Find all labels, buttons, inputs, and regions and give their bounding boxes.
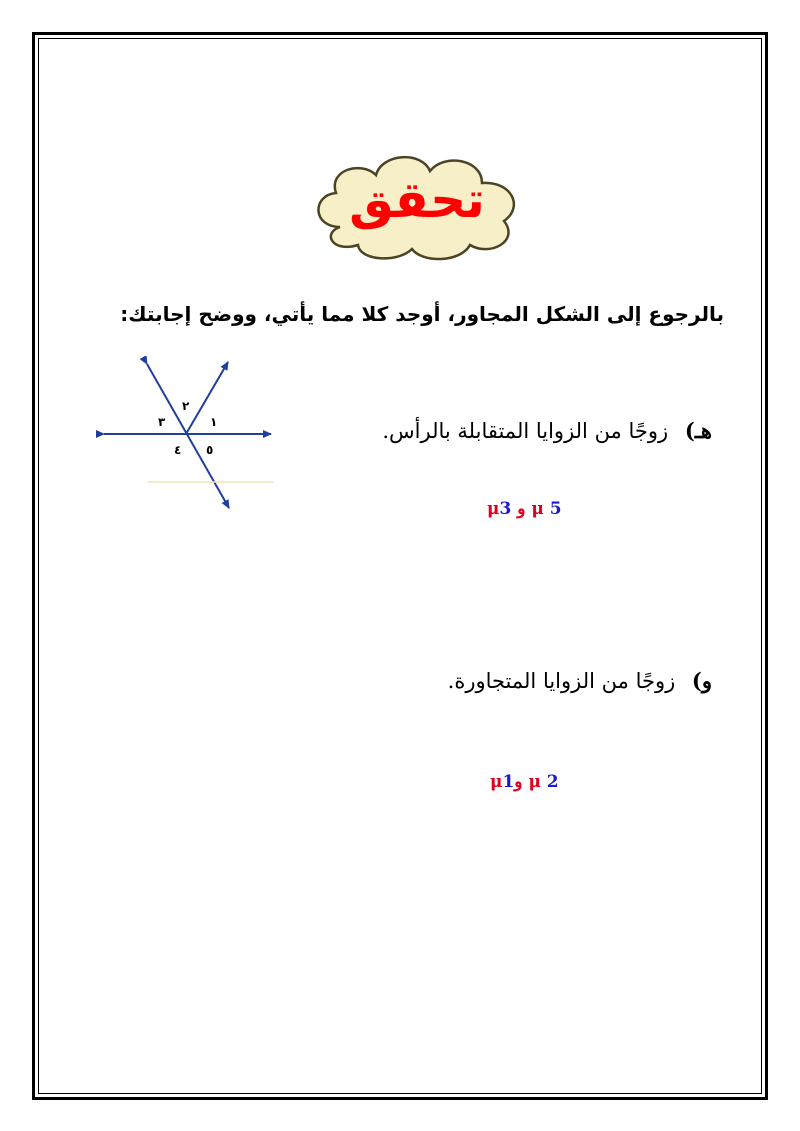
angle-figure [96, 356, 281, 516]
question-w-text: زوجًا من الزوايا المتجاورة. [447, 669, 676, 693]
measure-symbol: μ [528, 772, 541, 792]
measure-symbol: μ [531, 499, 544, 519]
question-w-letter: و) [691, 668, 712, 693]
question-h-text: زوجًا من الزوايا المتقابلة بالرأس. [382, 419, 669, 443]
answer-h-conj: و [511, 499, 532, 519]
angle-label-3: ٣ [158, 415, 166, 429]
angle-label-2: ٢ [182, 399, 190, 413]
measure-symbol: μ [487, 499, 500, 519]
question-h-letter: هـ) [684, 418, 712, 443]
answer-h-num-b: 5 [543, 499, 562, 519]
answer-h [487, 499, 562, 519]
answer-w-num-b: 2 [540, 772, 559, 792]
right-slant-line [186, 362, 228, 434]
angle-label-4: ٤ [174, 443, 182, 457]
answer-w [490, 772, 559, 792]
page-title: تحقق [349, 171, 485, 229]
answer-w-conj: و [514, 772, 529, 792]
answer-h-num-a: 3 [499, 499, 512, 519]
instruction-text: بالرجوع إلى الشكل المجاور، أوجد كلا مما يأتي، ووضح إجابتك: [120, 302, 724, 326]
left-slant-line [147, 364, 229, 508]
question-w [312, 668, 712, 693]
question-h [312, 418, 712, 443]
measure-symbol: μ [490, 772, 503, 792]
angle-label-1: ١ [210, 415, 218, 429]
answer-w-num-a: 1 [502, 772, 515, 792]
angle-label-5: ٥ [206, 443, 214, 457]
